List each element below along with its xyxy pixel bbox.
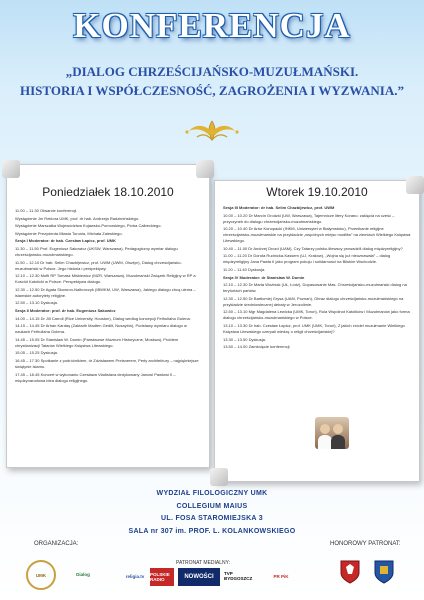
subtitle-line-1: „DIALOG CHRZEŚCIJAŃSKO-MUZUŁMAŃSKI. <box>65 64 359 79</box>
program-item: 11.50 – 12.10 Dr hab. Selim Chazbijewicz, prof. UWM (UWM, Olsztyn), Dialog chrześcijańsko-muzułmański w Polsce. Jego historia i perspektywy. <box>15 259 182 271</box>
program-item: 17.45 – 18.45 Koncert w wykonaniu Czesława Vladislava dedykowany Janowi Pawłowi II – międzynarodowa idea dialogu religijnego. <box>15 371 176 383</box>
program-item: 11.30 – 11.50 Prof. Eugeniusz Sakowicz (UKSW, Warszawa), Pedagogiczny wymiar dialogu chrześcijańsko-muzułmańskiego. <box>15 245 178 257</box>
dialog-logo: Dialog <box>76 571 90 577</box>
polskie-radio-logo: POLSKIE RADIO <box>150 568 174 586</box>
program-item: Sesja III Moderator: dr hab. Selim Chazbijewicz, prof. UWM <box>223 205 335 210</box>
religia-tv-logo: religia.tv <box>125 573 145 579</box>
coat-of-arms-torun-icon <box>374 560 394 584</box>
program-item: 15.05 – 15.25 Dyskusja. <box>15 350 58 356</box>
page-curl-decoration <box>196 160 214 178</box>
day2-program-list <box>215 205 419 350</box>
program-item: Wystąpienie Marszałka Województwa Kujawsko-Pomorskiego, Piotra Całbeckiego. <box>15 223 162 229</box>
poster-subtitle <box>10 62 414 100</box>
organizers-label: ORGANIZACJA: <box>34 541 79 547</box>
program-item: Wystąpienie Prezydenta Miasta Torunia, Michała Zaleskiego. <box>15 230 123 236</box>
program-item: 11.20 – 11.40 Dyskusja. <box>223 266 266 272</box>
program-item: 11.00 – 11.30 Otwarcie konferencji. <box>15 208 78 213</box>
venue-street: UL. FOSA STAROMIEJSKA 3 <box>161 515 263 522</box>
venue-faculty: WYDZIAŁ FILOLOGICZNY UMK <box>156 490 268 497</box>
program-item: 10.00 – 10.20 Dr Marcin Grodzki (UW, Warszawa), Tajemnicze litery Koranu: zaklęcia na cześć – przyczynek do dialogu chrześcijańsko-muzułmańskiego. <box>223 212 395 224</box>
page-curl-decoration <box>210 468 228 486</box>
program-item: 11.00 – 11.20 Dr Dorota Rudnicka-Kassem (UJ, Kraków), „Wojna się już nieuznawała” – dialog międzyreligijny Jana Pawła II jako program pokoju i solidarności na Bliskim Wschodzie. <box>223 253 391 265</box>
program-item: Wystąpienie Jm Rektora UMK, prof. dr hab. Andrzeja Radzimińskiego. <box>15 215 140 221</box>
subtitle-line-2: HISTORIA I WSPÓŁCZESNOŚĆ, ZAGROŻENIA I WYZWANIA.” <box>20 83 404 98</box>
day1-program-list <box>7 208 209 384</box>
tvp-bydgoszcz-logo: TVP BYDGOSZCZ <box>224 571 253 581</box>
poster-title: KONFERENCJA <box>73 6 351 45</box>
nowosci-logo: NOWOŚCI <box>178 568 220 586</box>
venue-room: SALA nr 307 im. PROF. L. KOLANKOWSKIEGO <box>128 527 296 535</box>
program-item: 12.30 – 12.50 Dr Bartłomiej Grysa (UAM, Poznań), Obraz dialogu chrześcijańsko-muzułmańskiego na przykładzie średniowiecznej debaty w Jerozolimie. <box>223 295 404 307</box>
umk-logo: UMK <box>26 560 56 590</box>
religious-leaders-photo <box>315 417 349 449</box>
page-curl-decoration <box>2 160 20 178</box>
coat-of-arms-voivodeship-icon <box>340 560 360 584</box>
pik-radio-logo: PR PiK <box>273 573 289 579</box>
program-item: 16.45 – 17.30 Spotkanie z podróżnikiem, dr Zdzisławem Preisnerem, Perły architektury – najpiękniejsze świątynie islamu. <box>15 357 199 369</box>
honorary-patronage-label: HONOROWY PATRONAT: <box>330 541 401 547</box>
media-patronage-label: PATRONAT MEDIALNY: <box>176 560 231 566</box>
program-item: 14.15 – 14.45 Dr Arhan Kardaş (Zaktadh Madten Gedlit, Nusaybin), Podstawy wymiaru dialogu w naukach Fethullaha Gulena. <box>15 323 187 335</box>
program-item: 13.50 – 14.00 Zamknięcie konferencji <box>223 344 290 350</box>
day1-program-panel <box>6 164 210 468</box>
program-item: 12.10 – 12.30 Mufti RP Tomasz Miśkiewicz (MZR, Warszawa), Muzułmański Związek Religijny w RP a Kościół Katolicki w Polsce. Perspektywa dialogu. <box>15 273 196 285</box>
program-item: 10.20 – 10.40 Dr Artur Konopacki (IHKM, Uniwersytet w Białymstoku), Przenikanie religijne chrześcijańsko-muzułmańskie na przykładzie „wspólnych miejsc modlitw” na ziemiach Wielkiego Księstwa Litewskiego. <box>223 226 411 244</box>
day1-heading: Poniedziałek 18.10.2010 <box>42 185 174 199</box>
program-item: Sesja II Moderator: prof. dr hab. Eugeniusz Sakowicz <box>15 307 116 313</box>
program-item: 12.10 – 12.30 Dr Marta Woźniak (UŁ, Łódź), Dopasowanie Mas. Chrześcijańsko-muzułmański dialog na terytoriach państw. <box>223 282 407 294</box>
program-item: 12.50 – 13.10 Mgr Magdalena Lewicka (UMK, Toruń), Rola Wspólnot Katolików i Muzułmanów jako forma dialogu chrześcijańsko-muzułmańskiego w Polsce. <box>223 309 410 321</box>
venue-building: COLLEGIUM MAIUS <box>176 502 248 510</box>
page-curl-decoration <box>406 176 424 194</box>
program-item: 12.30 – 12.50 Dr Agata Skowron-Nalborczyk (IBWKM, UW, Warszawa), Jakiego dialogu chcą ulema – islamskie autorytety religijne. <box>15 286 196 298</box>
day2-heading: Wtorek 19.10.2010 <box>266 185 368 199</box>
venue-info <box>0 488 424 538</box>
program-item: 13.10 – 13.30 Dr hab. Czesław Łapicz, prof. UMK (UMK, Toruń), Z jakich źródeł muzułmanie Wielkiego Księstwa Litewskiego czerpali wiedzę o religii chrześcijańskiej? <box>223 322 405 334</box>
program-item: 13.30 – 13.50 Dyskusja. <box>223 336 266 342</box>
ornament-icon <box>183 118 241 144</box>
program-item: 10.40 – 11.00 Dr Andrzej Drozd (UAM), Czy Tatarzy polsko-litewscy prowadzili dialog międzyreligijny? <box>223 245 403 251</box>
day2-program-panel <box>214 180 420 482</box>
program-item: Sesja I Moderator: dr hab. Czesław Łapicz, prof. UMK <box>15 238 116 244</box>
program-item: 12.50 – 13.10 Dyskusja. <box>15 300 58 306</box>
program-item: Sesja IV Moderator: dr Stanisław W. Dumin <box>223 274 305 280</box>
program-item: 14.00 – 14.15 Dr Jill Carroll (Rice University, Houston), Dialog według koncepcji Fethullaha Gulena. <box>15 315 191 321</box>
program-item: 14.45 – 15.05 Dr Stanisław W. Dumin (Państwowe Muzeum Historyczne, Moskwa), Problem chrystianizacji Tatarów Wielkiego Księstwa Litewskiego. <box>15 336 179 348</box>
